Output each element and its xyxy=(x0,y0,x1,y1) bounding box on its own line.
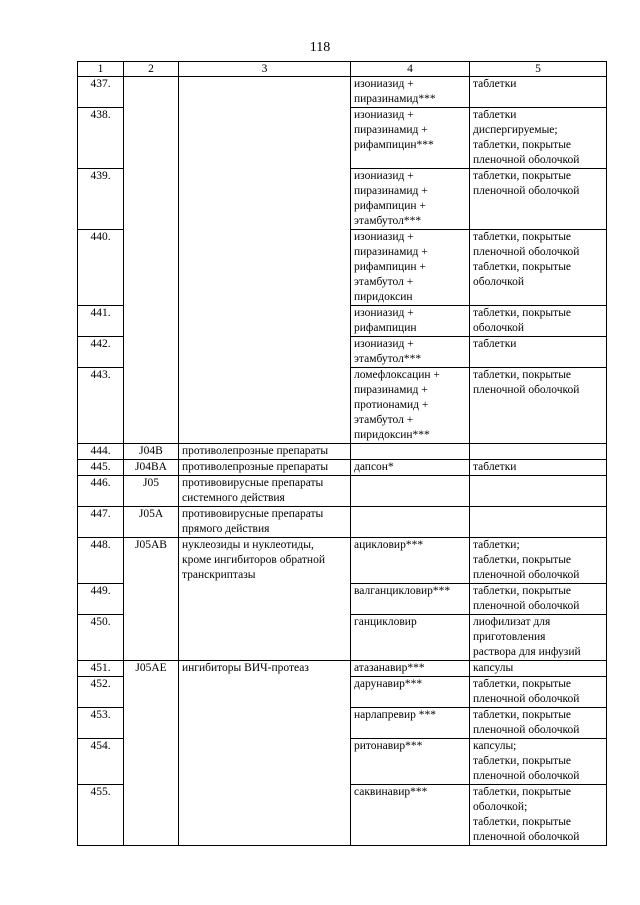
dosage-form-cell: таблетки, покрытые оболочкой xyxy=(470,306,607,337)
dosage-form-cell: таблетки диспергируемые; таблетки, покрытые пленочной оболочкой xyxy=(470,108,607,169)
group-name-cell: противовирусные препараты прямого действия xyxy=(179,507,351,538)
row-number-cell: 446. xyxy=(78,476,124,507)
drug-name-cell: нарлапревир *** xyxy=(351,708,470,739)
dosage-form-cell: лиофилизат для приготовления раствора для инфузий xyxy=(470,615,607,661)
group-name-cell: противолепрозные препараты xyxy=(179,444,351,460)
row-number-cell: 444. xyxy=(78,444,124,460)
atc-code-cell: J05AE xyxy=(124,661,179,846)
atc-code-cell: J05A xyxy=(124,507,179,538)
row-number-cell: 440. xyxy=(78,230,124,306)
dosage-form-cell: капсулы xyxy=(470,661,607,677)
row-number-cell: 443. xyxy=(78,368,124,444)
row-number-cell: 441. xyxy=(78,306,124,337)
header-col-5: 5 xyxy=(470,62,607,77)
dosage-form-cell: капсулы; таблетки, покрытые пленочной оболочкой xyxy=(470,739,607,785)
atc-code-cell: J04BA xyxy=(124,460,179,476)
row-number-cell: 449. xyxy=(78,584,124,615)
dosage-form-cell: таблетки, покрытые оболочкой; таблетки, покрытые пленочной оболочкой xyxy=(470,785,607,846)
row-number-cell: 442. xyxy=(78,337,124,368)
row-number-cell: 448. xyxy=(78,538,124,584)
row-number-cell: 445. xyxy=(78,460,124,476)
drug-name-cell: ацикловир*** xyxy=(351,538,470,584)
row-number-cell: 452. xyxy=(78,677,124,708)
header-col-4: 4 xyxy=(351,62,470,77)
dosage-form-cell xyxy=(470,476,607,507)
dosage-form-cell: таблетки, покрытые пленочной оболочкой xyxy=(470,368,607,444)
row-number-cell: 453. xyxy=(78,708,124,739)
drug-name-cell: ганцикловир xyxy=(351,615,470,661)
drug-name-cell: изониазид + пиразинамид*** xyxy=(351,77,470,108)
dosage-form-cell: таблетки, покрытые пленочной оболочкой xyxy=(470,708,607,739)
drug-name-cell: атазанавир*** xyxy=(351,661,470,677)
row-number-cell: 455. xyxy=(78,785,124,846)
header-col-1: 1 xyxy=(78,62,124,77)
group-name-cell: нуклеозиды и нуклеотиды, кроме ингибиторов обратной транскриптазы xyxy=(179,538,351,661)
table-row xyxy=(78,476,607,507)
group-name-cell: ингибиторы ВИЧ-протеаз xyxy=(179,661,351,846)
dosage-form-cell: таблетки; таблетки, покрытые пленочной оболочкой xyxy=(470,538,607,584)
group-name-cell xyxy=(179,77,351,444)
row-number-cell: 451. xyxy=(78,661,124,677)
drug-name-cell: дарунавир*** xyxy=(351,677,470,708)
row-number-cell: 438. xyxy=(78,108,124,169)
row-number-cell: 454. xyxy=(78,739,124,785)
dosage-form-cell: таблетки, покрытые пленочной оболочкой xyxy=(470,677,607,708)
atc-code-cell: J05 xyxy=(124,476,179,507)
header-col-2: 2 xyxy=(124,62,179,77)
row-number-cell: 450. xyxy=(78,615,124,661)
drug-name-cell: ритонавир*** xyxy=(351,739,470,785)
drug-name-cell: саквинавир*** xyxy=(351,785,470,846)
dosage-form-cell: таблетки, покрытые пленочной оболочкой xyxy=(470,169,607,230)
dosage-form-cell xyxy=(470,507,607,538)
dosage-form-cell xyxy=(470,444,607,460)
drug-name-cell xyxy=(351,476,470,507)
atc-code-cell xyxy=(124,77,179,444)
drug-name-cell xyxy=(351,444,470,460)
row-number-cell: 447. xyxy=(78,507,124,538)
header-col-3: 3 xyxy=(179,62,351,77)
drug-name-cell: изониазид + рифампицин xyxy=(351,306,470,337)
table-row xyxy=(78,661,607,677)
table-row xyxy=(78,444,607,460)
drug-name-cell: валганцикловир*** xyxy=(351,584,470,615)
dosage-form-cell: таблетки xyxy=(470,77,607,108)
dosage-form-cell: таблетки xyxy=(470,337,607,368)
drug-table xyxy=(77,61,607,846)
drug-name-cell: изониазид + пиразинамид + рифампицин + этамбутол + пиридоксин xyxy=(351,230,470,306)
table-row xyxy=(78,538,607,584)
drug-name-cell: изониазид + пиразинамид + рифампицин*** xyxy=(351,108,470,169)
drug-name-cell: изониазид + пиразинамид + рифампицин + этамбутол*** xyxy=(351,169,470,230)
drug-name-cell xyxy=(351,507,470,538)
group-name-cell: противолепрозные препараты xyxy=(179,460,351,476)
group-name-cell: противовирусные препараты системного действия xyxy=(179,476,351,507)
table-row xyxy=(78,77,607,108)
dosage-form-cell: таблетки, покрытые пленочной оболочкой таблетки, покрытые оболочкой xyxy=(470,230,607,306)
row-number-cell: 437. xyxy=(78,77,124,108)
drug-name-cell: ломефлоксацин + пиразинамид + протионамид + этамбутол + пиридоксин*** xyxy=(351,368,470,444)
table-row xyxy=(78,460,607,476)
row-number-cell: 439. xyxy=(78,169,124,230)
header-row xyxy=(78,62,607,77)
atc-code-cell: J04B xyxy=(124,444,179,460)
dosage-form-cell: таблетки, покрытые пленочной оболочкой xyxy=(470,584,607,615)
page-number: 118 xyxy=(309,40,331,55)
table-row xyxy=(78,507,607,538)
atc-code-cell: J05AB xyxy=(124,538,179,661)
drug-name-cell: дапсон* xyxy=(351,460,470,476)
drug-name-cell: изониазид + этамбутол*** xyxy=(351,337,470,368)
dosage-form-cell: таблетки xyxy=(470,460,607,476)
